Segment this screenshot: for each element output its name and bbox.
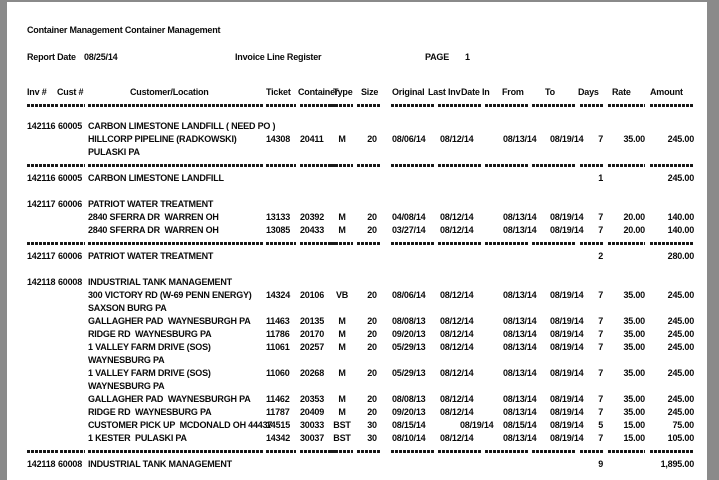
dashed-separator-segment <box>357 450 381 453</box>
cell-cust: 60006 <box>58 199 83 209</box>
report-line-detail <box>7 406 707 419</box>
cell-amount: 140.00 <box>667 212 694 222</box>
cell-amount: 245.00 <box>667 394 694 404</box>
dashed-separator-segment <box>357 164 381 167</box>
cell-rate: 35.00 <box>623 316 645 326</box>
cell-original: 09/20/13 <box>392 407 426 417</box>
cell-size: 30 <box>367 420 377 430</box>
cell-size: 20 <box>367 225 377 235</box>
cell-ticket: 11462 <box>266 394 290 404</box>
report-line-subtotal <box>7 250 707 263</box>
cell-loc: 2840 SFERRA DR WARREN OH <box>88 212 219 222</box>
dashed-separator-segment <box>27 164 59 167</box>
report-line-group <box>7 198 707 211</box>
cell-type: M <box>338 212 346 222</box>
cell-days: 7 <box>598 134 603 144</box>
cell-lastinv: 08/12/14 <box>440 368 474 378</box>
dashed-separator-segment <box>331 242 353 245</box>
cell-type: M <box>338 407 346 417</box>
cell-lastinv: 08/12/14 <box>440 407 474 417</box>
cell-container: 20106 <box>300 290 325 300</box>
column-header-to: To <box>545 87 555 97</box>
column-header-rate: Rate <box>612 87 631 97</box>
dashed-separator-segment <box>608 242 645 245</box>
cell-ticket: 14324 <box>266 290 291 300</box>
column-header-from: From <box>502 87 524 97</box>
cell-ticket: 13085 <box>266 225 291 235</box>
cell-loc: SAXSON BURG PA <box>88 303 167 313</box>
cell-to: 08/19/14 <box>550 290 584 300</box>
cell-days: 1 <box>598 173 603 183</box>
cell-original: 08/06/14 <box>392 134 426 144</box>
cell-loc: GALLAGHER PAD WAYNESBURGH PA <box>88 316 251 326</box>
cell-original: 08/10/14 <box>392 433 426 443</box>
dashed-separator-segment <box>88 164 264 167</box>
cell-container: 30033 <box>300 420 325 430</box>
dashed-separator-segment <box>438 450 481 453</box>
cell-to: 08/19/14 <box>550 134 584 144</box>
cell-loc: HILLCORP PIPELINE (RADKOWSKI) <box>88 134 237 144</box>
cell-container: 20353 <box>300 394 325 404</box>
report-line-detail <box>7 289 707 302</box>
cell-lastinv: 08/12/14 <box>440 225 474 235</box>
cell-rate: 35.00 <box>623 329 645 339</box>
cell-size: 30 <box>367 433 377 443</box>
report-line-detail <box>7 393 707 406</box>
dashed-separator-segment <box>485 242 528 245</box>
dashed-separator-segment <box>608 450 645 453</box>
column-header-amount: Amount <box>650 87 683 97</box>
cell-lastinv: 08/12/14 <box>440 212 474 222</box>
cell-type: BST <box>333 420 351 430</box>
cell-original: 05/29/13 <box>392 368 426 378</box>
report-line-subtotal <box>7 458 707 471</box>
cell-size: 20 <box>367 212 377 222</box>
dashed-separator-segment <box>438 104 481 107</box>
cell-from: 08/13/14 <box>503 329 537 339</box>
cell-loc: PULASKI PA <box>88 147 140 157</box>
dashed-separator-segment <box>580 242 603 245</box>
cell-lastinv: 08/12/14 <box>440 316 474 326</box>
cell-lastinv: 08/12/14 <box>440 134 474 144</box>
dashed-separator-segment <box>532 104 575 107</box>
cell-rate: 35.00 <box>623 342 645 352</box>
report-line-subtotal <box>7 172 707 185</box>
dashed-separator-segment <box>438 242 481 245</box>
cell-size: 20 <box>367 342 377 352</box>
cell-type: BST <box>333 433 351 443</box>
cell-type: M <box>338 329 346 339</box>
dashed-separator-segment <box>88 242 264 245</box>
cell-amount: 245.00 <box>667 134 694 144</box>
cell-amount: 245.00 <box>667 368 694 378</box>
cell-ticket: 14515 <box>266 420 291 430</box>
dashed-separator-segment <box>88 104 264 107</box>
cell-loc: WAYNESBURG PA <box>88 381 165 391</box>
dashed-separator-segment <box>650 164 694 167</box>
dashed-separator-segment <box>438 164 481 167</box>
column-header-size: Size <box>361 87 379 97</box>
cell-to: 08/19/14 <box>550 368 584 378</box>
cell-container: 20411 <box>300 134 324 144</box>
cell-days: 7 <box>598 368 603 378</box>
cell-inv: 142118 <box>27 277 56 287</box>
cell-to: 08/19/14 <box>550 212 584 222</box>
cell-lastinv: 08/12/14 <box>440 342 474 352</box>
cell-loc: RIDGE RD WAYNESBURG PA <box>88 329 212 339</box>
cell-to: 08/19/14 <box>550 342 584 352</box>
dashed-separator-segment <box>532 164 575 167</box>
cell-inv: 142116 <box>27 121 56 131</box>
cell-original: 08/08/13 <box>392 394 426 404</box>
dashed-separator-segment <box>60 164 85 167</box>
cell-loc: INDUSTRIAL TANK MANAGEMENT <box>88 459 232 469</box>
report-line-detail <box>7 341 707 354</box>
cell-type: M <box>338 316 346 326</box>
cell-from: 08/13/14 <box>503 433 537 443</box>
cell-loc: RIDGE RD WAYNESBURG PA <box>88 407 212 417</box>
cell-from: 08/13/14 <box>503 342 537 352</box>
dashed-separator-segment <box>88 450 264 453</box>
cell-loc: 1 KESTER PULASKI PA <box>88 433 187 443</box>
dashed-separator-segment <box>391 242 434 245</box>
column-header-inv: Inv # <box>27 87 47 97</box>
page-label: PAGE <box>425 52 450 62</box>
cell-inv: 142116 <box>27 173 56 183</box>
cell-to: 08/19/14 <box>550 225 584 235</box>
dashed-separator-segment <box>608 104 645 107</box>
dashed-separator-segment <box>650 104 694 107</box>
cell-container: 20409 <box>300 407 325 417</box>
cell-from: 08/13/14 <box>503 290 537 300</box>
dashed-separator-segment <box>580 450 603 453</box>
cell-loc: 2840 SFERRA DR WARREN OH <box>88 225 219 235</box>
cell-to: 08/19/14 <box>550 316 584 326</box>
cell-cust: 60005 <box>58 121 83 131</box>
cell-from: 08/13/14 <box>503 134 537 144</box>
report-date-label: Report Date <box>27 52 76 62</box>
cell-inv: 142118 <box>27 459 56 469</box>
cell-from: 08/13/14 <box>503 225 537 235</box>
cell-to: 08/19/14 <box>550 420 584 430</box>
cell-days: 5 <box>598 420 603 430</box>
report-line-cont <box>7 146 707 159</box>
cell-loc: CARBON LIMESTONE LANDFILL <box>88 173 224 183</box>
cell-rate: 20.00 <box>623 212 645 222</box>
column-header-lastinv: Last Inv <box>428 87 461 97</box>
column-header-type: Type <box>333 87 353 97</box>
cell-size: 20 <box>367 290 377 300</box>
page-number: 1 <box>465 52 470 62</box>
cell-original: 03/27/14 <box>392 225 426 235</box>
column-header-original: Original <box>392 87 425 97</box>
cell-amount: 140.00 <box>667 225 694 235</box>
cell-days: 7 <box>598 212 603 222</box>
cell-container: 20135 <box>300 316 325 326</box>
cell-rate: 20.00 <box>623 225 645 235</box>
cell-amount: 280.00 <box>667 251 694 261</box>
cell-container: 30037 <box>300 433 325 443</box>
dashed-separator-segment <box>60 242 85 245</box>
dashed-separator-segment <box>60 104 85 107</box>
dashed-separator-segment <box>27 450 59 453</box>
cell-ticket: 11787 <box>266 407 290 417</box>
dashed-separator-segment <box>331 164 353 167</box>
cell-original: 09/20/13 <box>392 329 426 339</box>
report-name: Invoice Line Register <box>235 52 322 62</box>
cell-container: 20392 <box>300 212 325 222</box>
cell-loc: 1 VALLEY FARM DRIVE (SOS) <box>88 342 211 352</box>
cell-container: 20268 <box>300 368 325 378</box>
cell-ticket: 11786 <box>266 329 290 339</box>
cell-type: M <box>338 225 346 235</box>
dashed-separator-segment <box>391 164 434 167</box>
cell-rate: 35.00 <box>623 134 645 144</box>
cell-size: 20 <box>367 368 377 378</box>
cell-to: 08/19/14 <box>550 394 584 404</box>
cell-container: 20257 <box>300 342 325 352</box>
cell-loc: PATRIOT WATER TREATMENT <box>88 199 214 209</box>
cell-to: 08/19/14 <box>550 407 584 417</box>
cell-rate: 35.00 <box>623 368 645 378</box>
cell-datein: 08/19/14 <box>460 420 494 430</box>
cell-days: 7 <box>598 290 603 300</box>
cell-from: 08/13/14 <box>503 394 537 404</box>
report-line-detail <box>7 419 707 432</box>
dashed-separator-segment <box>532 450 575 453</box>
dashed-separator-segment <box>331 104 353 107</box>
dashed-separator-segment <box>27 242 59 245</box>
dashed-separator-segment <box>266 104 296 107</box>
cell-to: 08/19/14 <box>550 329 584 339</box>
cell-size: 20 <box>367 316 377 326</box>
dashed-separator-segment <box>532 242 575 245</box>
cell-lastinv: 08/12/14 <box>440 394 474 404</box>
cell-days: 9 <box>598 459 603 469</box>
cell-inv: 142117 <box>27 199 56 209</box>
cell-original: 08/08/13 <box>392 316 426 326</box>
cell-loc: CARBON LIMESTONE LANDFILL ( NEED PO ) <box>88 121 276 131</box>
cell-original: 08/15/14 <box>392 420 426 430</box>
report-line-detail <box>7 315 707 328</box>
report-line-group <box>7 276 707 289</box>
report-title: Container Management Container Management <box>27 25 221 35</box>
cell-type: M <box>338 342 346 352</box>
dashed-separator-segment <box>391 450 434 453</box>
column-header-cust: Cust # <box>57 87 84 97</box>
column-header-container: Container <box>298 87 339 97</box>
cell-size: 20 <box>367 134 377 144</box>
report-line-detail <box>7 432 707 445</box>
cell-type: M <box>338 368 346 378</box>
cell-days: 7 <box>598 433 603 443</box>
cell-loc: INDUSTRIAL TANK MANAGEMENT <box>88 277 232 287</box>
report-line-detail <box>7 224 707 237</box>
dashed-separator-segment <box>331 450 353 453</box>
dashed-separator-segment <box>580 104 603 107</box>
cell-ticket: 11061 <box>266 342 290 352</box>
cell-rate: 15.00 <box>623 420 645 430</box>
cell-days: 7 <box>598 329 603 339</box>
column-header-loc: Customer/Location <box>130 87 209 97</box>
report-line-cont <box>7 354 707 367</box>
cell-loc: CUSTOMER PICK UP MCDONALD OH 44437 <box>88 420 273 430</box>
cell-amount: 245.00 <box>667 342 694 352</box>
cell-from: 08/13/14 <box>503 368 537 378</box>
column-header-ticket: Ticket <box>266 87 291 97</box>
dashed-separator-segment <box>608 164 645 167</box>
cell-amount: 245.00 <box>667 407 694 417</box>
cell-from: 08/13/14 <box>503 212 537 222</box>
dashed-separator-segment <box>485 450 528 453</box>
column-header-days: Days <box>578 87 599 97</box>
report-line-group <box>7 120 707 133</box>
report-line-detail <box>7 211 707 224</box>
cell-original: 08/06/14 <box>392 290 426 300</box>
cell-amount: 75.00 <box>672 420 694 430</box>
report-date-value: 08/25/14 <box>84 52 118 62</box>
cell-days: 7 <box>598 316 603 326</box>
cell-rate: 35.00 <box>623 407 645 417</box>
cell-type: VB <box>335 290 349 300</box>
cell-inv: 142117 <box>27 251 56 261</box>
cell-rate: 35.00 <box>623 394 645 404</box>
dashed-separator-segment <box>266 242 296 245</box>
report-line-detail <box>7 367 707 380</box>
cell-cust: 60008 <box>58 459 83 469</box>
cell-cust: 60006 <box>58 251 83 261</box>
cell-container: 20170 <box>300 329 325 339</box>
cell-days: 7 <box>598 342 603 352</box>
cell-rate: 15.00 <box>623 433 645 443</box>
cell-ticket: 11060 <box>266 368 290 378</box>
cell-to: 08/19/14 <box>550 433 584 443</box>
cell-lastinv: 08/12/14 <box>440 433 474 443</box>
dashed-separator-segment <box>485 164 528 167</box>
cell-size: 20 <box>367 394 377 404</box>
report-page <box>7 2 707 480</box>
cell-amount: 1,895.00 <box>660 459 694 469</box>
cell-rate: 35.00 <box>623 290 645 300</box>
cell-loc: WAYNESBURG PA <box>88 355 165 365</box>
dashed-separator-segment <box>580 164 603 167</box>
cell-ticket: 14308 <box>266 134 291 144</box>
report-line-detail <box>7 328 707 341</box>
report-line-cont <box>7 380 707 393</box>
cell-from: 08/15/14 <box>503 420 537 430</box>
dashed-separator-segment <box>391 104 434 107</box>
dashed-separator-segment <box>357 104 381 107</box>
cell-type: M <box>338 394 346 404</box>
cell-loc: 300 VICTORY RD (W-69 PENN ENERGY) <box>88 290 252 300</box>
dashed-separator-segment <box>357 242 381 245</box>
cell-ticket: 11463 <box>266 316 290 326</box>
cell-cust: 60005 <box>58 173 83 183</box>
cell-days: 7 <box>598 394 603 404</box>
cell-size: 20 <box>367 407 377 417</box>
cell-type: M <box>338 134 346 144</box>
report-line-detail <box>7 133 707 146</box>
cell-loc: GALLAGHER PAD WAYNESBURGH PA <box>88 394 251 404</box>
cell-days: 7 <box>598 407 603 417</box>
cell-lastinv: 08/12/14 <box>440 290 474 300</box>
cell-cust: 60008 <box>58 277 83 287</box>
dashed-separator-segment <box>485 104 528 107</box>
cell-lastinv: 08/12/14 <box>440 329 474 339</box>
cell-amount: 245.00 <box>667 329 694 339</box>
dashed-separator-segment <box>266 450 296 453</box>
cell-from: 08/13/14 <box>503 407 537 417</box>
cell-ticket: 14342 <box>266 433 291 443</box>
cell-loc: 1 VALLEY FARM DRIVE (SOS) <box>88 368 211 378</box>
cell-amount: 245.00 <box>667 316 694 326</box>
cell-amount: 245.00 <box>667 290 694 300</box>
cell-days: 7 <box>598 225 603 235</box>
cell-amount: 105.00 <box>667 433 694 443</box>
cell-original: 04/08/14 <box>392 212 426 222</box>
cell-original: 05/29/13 <box>392 342 426 352</box>
dashed-separator-segment <box>27 104 59 107</box>
cell-container: 20433 <box>300 225 325 235</box>
dashed-separator-segment <box>650 242 694 245</box>
cell-ticket: 13133 <box>266 212 291 222</box>
dashed-separator-segment <box>650 450 694 453</box>
cell-size: 20 <box>367 329 377 339</box>
cell-amount: 245.00 <box>667 173 694 183</box>
cell-loc: PATRIOT WATER TREATMENT <box>88 251 214 261</box>
column-header-datein: Date In <box>461 87 490 97</box>
cell-days: 2 <box>598 251 603 261</box>
cell-from: 08/13/14 <box>503 316 537 326</box>
dashed-separator-segment <box>60 450 85 453</box>
report-line-cont <box>7 302 707 315</box>
dashed-separator-segment <box>266 164 296 167</box>
